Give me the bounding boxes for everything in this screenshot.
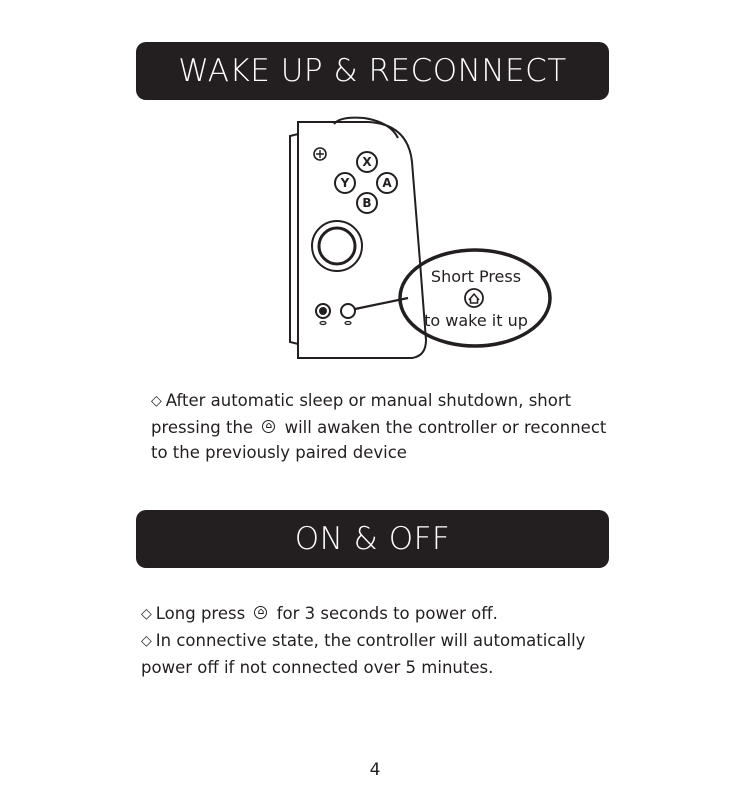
- callout-home-icon: [465, 289, 483, 307]
- y-button-label: Y: [340, 176, 350, 190]
- wake-up-reconnect-title: WAKE UP & RECONNECT: [178, 53, 567, 89]
- wake-up-reconnect-heading: [136, 42, 609, 100]
- home-button-inline-icon: ⌂: [262, 420, 275, 433]
- callout-text-short-press: Short Press: [430, 267, 522, 286]
- on-off-line1a: Long press: [155, 604, 246, 623]
- bullet-diamond-icon: ◇: [141, 633, 152, 649]
- on-off-heading: [136, 510, 609, 568]
- wake-desc-line2a: pressing the: [151, 418, 254, 437]
- bullet-diamond-icon: ◇: [151, 393, 162, 409]
- wake-desc-line3: to the previously paired device: [151, 443, 407, 462]
- on-off-line1b: for 3 seconds to power off.: [276, 604, 498, 623]
- callout-text-wake: to wake it up: [424, 311, 528, 330]
- wake-desc-line2b: will awaken the controller or reconnect: [284, 418, 607, 437]
- controller-illustration: [280, 112, 570, 362]
- home-button-icon: [341, 304, 355, 318]
- controller-shoulder: [334, 118, 398, 138]
- b-button-label: B: [362, 196, 372, 210]
- on-off-line2: In connective state, the controller will automatically: [155, 631, 586, 650]
- on-off-title: ON & OFF: [294, 521, 451, 557]
- controller-rail: [290, 134, 298, 344]
- joystick-inner: [319, 228, 355, 264]
- on-off-line3: power off if not connected over 5 minutes.: [141, 658, 494, 677]
- bullet-diamond-icon: ◇: [141, 606, 152, 622]
- on-off-description: [141, 601, 621, 680]
- home-button-inline-icon: ⌂: [254, 606, 267, 619]
- a-button-label: A: [382, 176, 392, 190]
- wake-up-description: [151, 388, 621, 465]
- x-button-label: X: [362, 155, 372, 169]
- page-number: 4: [369, 760, 381, 780]
- wake-desc-line1: After automatic sleep or manual shutdown, short: [165, 391, 572, 410]
